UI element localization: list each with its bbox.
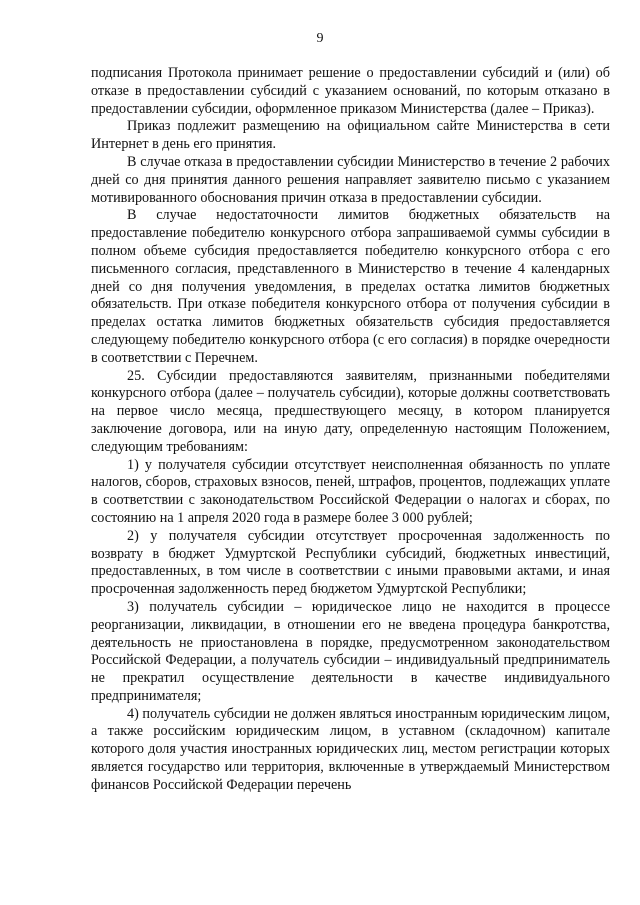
document-body [91,65,610,795]
paragraph-decision-continuation: подписания Протокола принимает решение о предоставлении субсидий и (или) об отказе в предоставлении субсидий с указанием оснований, по которым отказано в предоставлении субсидии, оформленное приказом Министерства (далее – Приказ). [91,65,610,117]
paragraph-requirement-1: 1) у получателя субсидии отсутствует неисполненная обязанность по уплате налогов, сборов, страховых взносов, пеней, штрафов, процентов, подлежащих уплате в соответствии с законодательством Российской Федерации о налогах и сборах, по состоянию на 1 апреля 2020 года в размере более 3 000 рублей; [91,456,610,526]
paragraph-order-publication: Приказ подлежит размещению на официальном сайте Министерства в сети Интернет в день его принятия. [91,118,610,153]
paragraph-item-25: 25. Субсидии предоставляются заявителям, признанными победителями конкурсного отбора (далее – получатель субсидии), которые должны соответствовать на первое число месяца, предшествующего месяцу, в котором планируется заключение договора, или на иную дату, определенную настоящим Положением, следующим требованиям: [91,367,610,455]
paragraph-requirement-2: 2) у получателя субсидии отсутствует просроченная задолженность по возврату в бюджет Удмуртской Республики субсидий, бюджетных инвестиций, предоставленных, в том числе в соответствии с иными правовыми актами, и иная просроченная задолженность перед бюджетом Удмуртской Республики; [91,527,610,598]
page-number: 9 [316,31,324,46]
paragraph-requirement-3: 3) получатель субсидии – юридическое лицо не находится в процессе реорганизации, ликвидации, в отношении его не введена процедура банкротства, деятельность не приостановлена в порядке, предусмотренном законодательством Российской Федерации, а получатель субсидии – индивидуальный предприниматель не прекратил осуществление деятельности в качестве индивидуального предпринимателя; [91,598,610,704]
paragraph-insufficient-limits: В случае недостаточности лимитов бюджетных обязательств на предоставление победителю конкурсного отбора запрашиваемой суммы субсидии в полном объеме субсидия предоставляется победителю конкурсного отбора с его письменного согласия, представленного в Министерство в течение 4 календарных дней со дня получения уведомления, в пределах остатка лимитов бюджетных обязательств. При отказе победителя конкурсного отбора от получения субсидии в пределах остатка лимитов бюджетных обязательств субсидия предоставляется следующему победителю конкурсного отбора (с его согласия) в порядке очередности в соответствии с Перечнем. [91,207,610,366]
paragraph-refusal-notice: В случае отказа в предоставлении субсидии Министерство в течение 2 рабочих дней со дня принятия данного решения направляет заявителю письмо с указанием мотивированного обоснования причин отказа в предоставлении субсидии. [91,153,610,206]
paragraph-requirement-4: 4) получатель субсидии не должен являться иностранным юридическим лицом, а также российским юридическим лицом, в уставном (складочном) капитале которого доля участия иностранных юридических лиц, местом регистрации которых является государство или территория, включенные в утверждаемый Министерством финансов Российской Федерации перечень [91,705,610,793]
